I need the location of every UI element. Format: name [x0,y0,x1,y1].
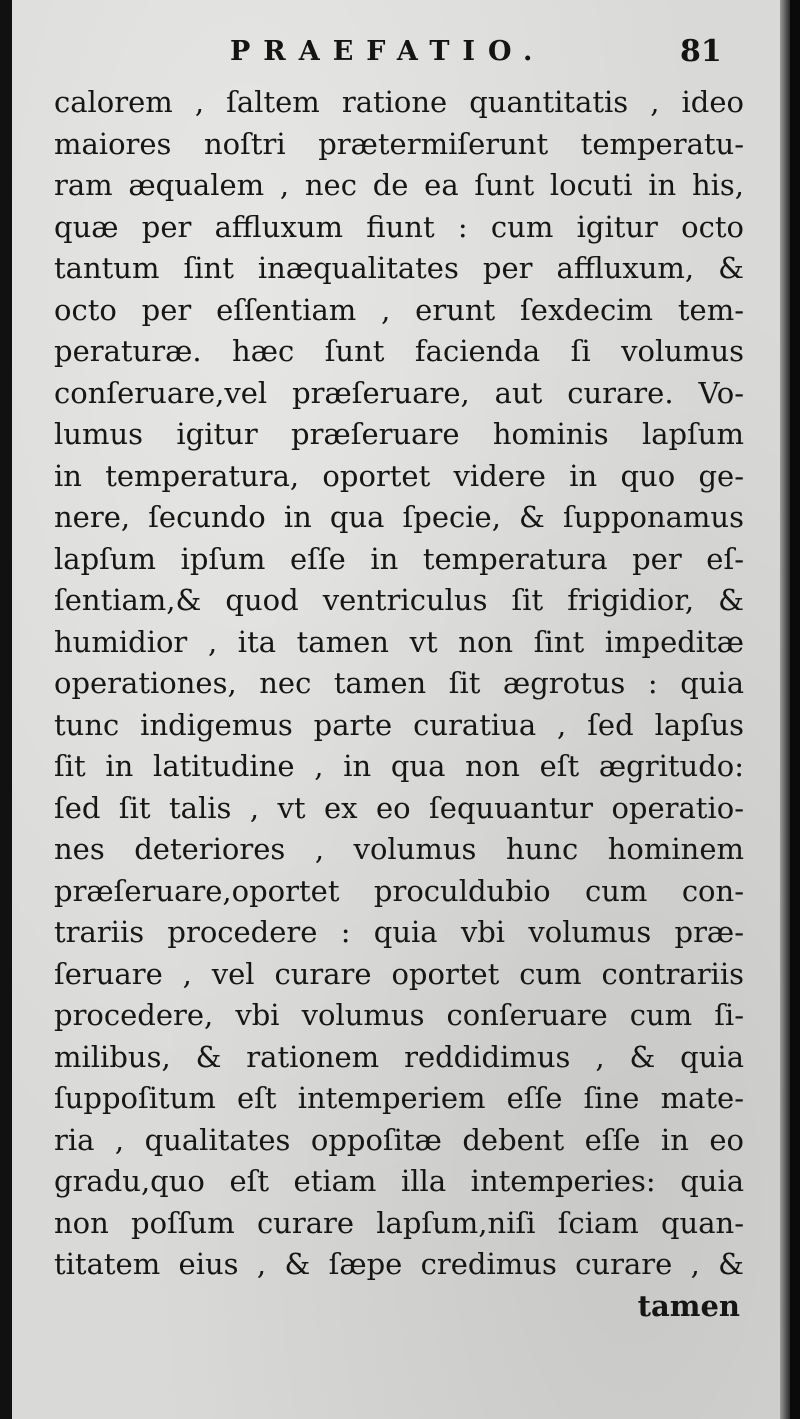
text-line: tantum ſint inæqualitates per affluxum, & [54,251,744,285]
text-line: lumus igitur præſeruare hominis lapſum [54,417,744,451]
text-line: humidior , ita tamen vt non ſint impeditæ [54,624,744,659]
text-line: ſentiam,& quod ventriculus ſit frigidior, & [54,583,744,617]
text-line: ſed ſit talis , vt ex eo ſequuantur operatio- [54,790,744,825]
text-line: nere, ſecundo in qua ſpecie, & ſupponamus [54,500,744,534]
text-line: ſit in latitudine , in qua non eſt ægritudo: [54,749,744,783]
running-head: PRAEFATIO. [230,36,546,67]
page-header [12,30,790,80]
text-line: ſuppoſitum eſt intemperiem eſſe ſine mate- [54,1081,744,1115]
text-line: quæ per affluxum fiunt : cum igitur octo [54,209,744,244]
text-line: procedere, vbi volumus conſeruare cum ſi- [54,998,744,1032]
text-line: octo per eſſentiam , erunt ſexdecim tem- [54,292,744,327]
text-line: operationes, nec tamen ſit ægrotus : quia [54,666,744,700]
text-line: ſeruare , vel curare oportet cum contrariis [54,956,744,991]
text-line: tunc indigemus parte curatiua , ſed lapſus [54,707,744,742]
text-line: peraturæ. hæc ſunt facienda ſi volumus [54,334,744,368]
text-line: non poſſum curare lapſum,niſi ſciam quan- [54,1205,744,1240]
text-line: conſeruare,vel præſeruare, aut curare. Vo- [54,375,744,410]
text-line: lapſum ipſum eſſe in temperatura per eſ- [54,541,744,576]
book-page [12,0,790,1419]
text-line: titatem eius , & ſæpe credimus curare , & [54,1247,744,1281]
text-line: milibus, & rationem reddidimus , & quia [54,1039,744,1074]
text-line: calorem , ſaltem ratione quantitatis , ideo [54,85,744,119]
scan-left-edge [0,0,12,1419]
text-line: maiores noſtri prætermiſerunt temperatu- [54,126,744,161]
catchword: tamen [637,1288,740,1323]
body-text [54,82,744,1327]
scan-right-edge [780,0,790,1419]
text-line: præſeruare,oportet proculdubio cum con- [54,873,744,908]
text-line: trariis procedere : quia vbi volumus præ- [54,915,744,949]
text-line: ram æqualem , nec de ea ſunt locuti in his, [54,168,744,202]
text-line: nes deteriores , volumus hunc hominem [54,832,744,866]
page-number: 81 [680,34,722,69]
text-line: gradu,quo eſt etiam illa intemperies: quia [54,1164,744,1198]
text-line: in temperatura, oportet videre in quo ge- [54,458,744,493]
text-line: ria , qualitates oppoſitæ debent eſſe in eo [54,1122,744,1157]
